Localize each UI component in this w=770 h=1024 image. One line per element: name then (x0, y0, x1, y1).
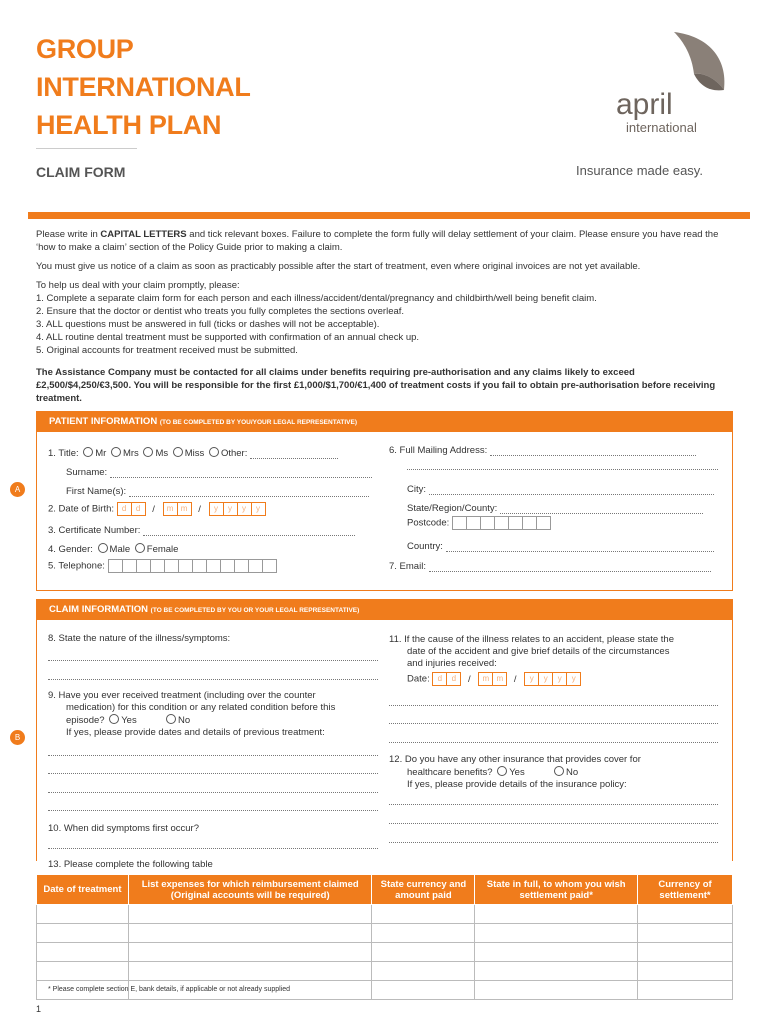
step-2: 2. Ensure that the doctor or dentist who treats you fully completes the sections overleaf. (36, 306, 405, 317)
step-3: 3. ALL questions must be answered in full (ticks or dashes will not be acceptable). (36, 319, 380, 330)
step-4: 4. ALL routine dental treatment must be supported with confirmation of an annual check up. (36, 332, 420, 343)
table-cell[interactable] (475, 981, 638, 1000)
q10-line[interactable] (48, 848, 378, 849)
step-5: 5. Original accounts for treatment received must be submitted. (36, 345, 298, 356)
table-cell[interactable] (37, 962, 129, 981)
intro-paragraph-1: Please write in CAPITAL LETTERS and tick relevant boxes. Failure to complete the form fully will delay settlement of your claim. Please ensure you have read the ‘how to make a claim’ section of the Policy Guide prior to making a claim. (36, 229, 719, 253)
tagline: Insurance made easy. (576, 163, 703, 178)
title-ms-radio[interactable] (143, 447, 153, 457)
col-currency-amount: State currency and amount paid (372, 875, 475, 905)
email-field[interactable]: 7. Email: (389, 561, 711, 572)
dob-year-4-box[interactable]: y (251, 502, 266, 516)
q9-line-2[interactable] (48, 773, 378, 774)
title-field: 1. Title: Mr Mrs Ms Miss Other: (48, 447, 338, 459)
table-cell[interactable] (37, 905, 129, 924)
table-row (37, 905, 733, 924)
q9-yes-radio[interactable] (109, 714, 119, 724)
table-cell[interactable] (638, 981, 733, 1000)
q9-line-1[interactable] (48, 755, 378, 756)
logo-subword: international (626, 120, 697, 135)
intro-steps (36, 292, 726, 357)
header-accent-bar (28, 212, 750, 219)
mailing-address-field[interactable]: 6. Full Mailing Address: (389, 445, 696, 456)
city-field[interactable]: City: (407, 484, 714, 495)
q11-day-2-box[interactable]: d (446, 672, 461, 686)
form-title (36, 30, 251, 144)
q11-month-2-box[interactable]: m (492, 672, 507, 686)
claim-info-heading: CLAIM INFORMATION (TO BE COMPLETED BY YOU OR YOUR LEGAL REPRESENTATIVE) (37, 600, 732, 620)
dob-year-3-box[interactable]: y (237, 502, 252, 516)
title-divider (36, 148, 137, 149)
col-settlement-currency: Currency of settlement* (638, 875, 733, 905)
table-cell[interactable] (372, 924, 475, 943)
table-cell[interactable] (372, 905, 475, 924)
expenses-table-header (37, 875, 733, 905)
table-cell[interactable] (475, 905, 638, 924)
country-field[interactable]: Country: (407, 541, 714, 552)
table-cell[interactable] (475, 962, 638, 981)
dob-day-2-box[interactable]: d (131, 502, 146, 516)
dob-month-2-box[interactable]: m (177, 502, 192, 516)
page-number: 1 (36, 1004, 42, 1014)
table-row (37, 962, 733, 981)
first-names-field[interactable]: First Name(s): (66, 486, 369, 497)
q13-label: 13. Please complete the following table (48, 859, 213, 870)
dob-year-1-box[interactable]: y (209, 502, 224, 516)
intro-paragraph-3: To help us deal with your claim promptly, please: (36, 280, 240, 291)
table-cell[interactable] (372, 943, 475, 962)
q8-line-2[interactable] (48, 679, 378, 680)
certificate-number-field[interactable]: 3. Certificate Number: (48, 525, 355, 536)
q11-month-1-box[interactable]: m (478, 672, 493, 686)
q11-date-field: Date: d d / m m / y y y y (407, 672, 580, 686)
table-cell[interactable] (128, 924, 372, 943)
q11-year-2-box[interactable]: y (538, 672, 553, 686)
title-other-radio[interactable] (209, 447, 219, 457)
table-cell[interactable] (128, 943, 372, 962)
gender-male-radio[interactable] (98, 543, 108, 553)
form-subtitle: CLAIM FORM (36, 164, 126, 180)
q11-line-2[interactable] (389, 723, 718, 724)
q11-year-1-box[interactable]: y (524, 672, 539, 686)
postcode-field: Postcode: (407, 516, 550, 530)
expenses-table (36, 874, 733, 1000)
april-logo (612, 28, 732, 138)
table-cell[interactable] (638, 962, 733, 981)
table-cell[interactable] (372, 981, 475, 1000)
title-mr-radio[interactable] (83, 447, 93, 457)
gender-female-radio[interactable] (135, 543, 145, 553)
table-cell[interactable] (128, 905, 372, 924)
title-line-1: GROUP (36, 34, 134, 64)
q11-year-3-box[interactable]: y (552, 672, 567, 686)
surname-field[interactable]: Surname: (66, 467, 372, 478)
q9-no-radio[interactable] (166, 714, 176, 724)
table-cell[interactable] (372, 962, 475, 981)
q9-question: 9. Have you ever received treatment (including over the counter medication) for this condition or any related condition before this episode? Yes No If yes, please provide dates and details of previous treatment: (48, 690, 336, 738)
title-miss-radio[interactable] (173, 447, 183, 457)
q11-question: 11. If the cause of the illness relates to an accident, please state the date of the accident and give brief details of the circumstances and injuries received: (389, 634, 674, 669)
postcode-boxes[interactable] (452, 518, 550, 529)
dob-field: 2. Date of Birth: d d / m m / y y y y (48, 502, 265, 516)
q9-line-4[interactable] (48, 810, 378, 811)
title-mrs-radio[interactable] (111, 447, 121, 457)
dob-day-1-box[interactable]: d (117, 502, 132, 516)
table-row (37, 924, 733, 943)
q11-year-4-box[interactable]: y (566, 672, 581, 686)
dob-year-2-box[interactable]: y (223, 502, 238, 516)
q8-label: 8. State the nature of the illness/symptoms: (48, 633, 231, 644)
title-other-input[interactable] (250, 449, 338, 459)
q12-question: 12. Do you have any other insurance that provides cover for healthcare benefits? Yes No If yes, please provide details of the insurance policy: (389, 754, 641, 790)
q12-yes-radio[interactable] (497, 766, 507, 776)
telephone-boxes[interactable] (108, 561, 276, 572)
q12-line-3[interactable] (389, 842, 718, 843)
footnote: * Please complete section E, bank details, if applicable or not already supplied (48, 986, 291, 993)
q12-line-2[interactable] (389, 823, 718, 824)
q8-line-1[interactable] (48, 660, 378, 661)
patient-info-heading: PATIENT INFORMATION (TO BE COMPLETED BY YOU/YOUR LEGAL REPRESENTATIVE) (37, 412, 732, 432)
gender-field: 4. Gender: Male Female (48, 544, 179, 555)
table-cell[interactable] (638, 905, 733, 924)
table-cell[interactable] (37, 924, 129, 943)
q12-line-1[interactable] (389, 804, 718, 805)
title-line-2: INTERNATIONAL (36, 72, 251, 102)
preauth-warning: The Assistance Company must be contacted for all claims under benefits requiring pre-authorisation and any claims likely to exceed £2,500/$4,250/€3,500. You will be responsible for the first £1,000/$1,700/€1,400 of treatment costs if you fail to obtain pre-authorisation before receiving treatment. (36, 367, 716, 404)
dob-month-1-box[interactable]: m (163, 502, 178, 516)
q9-line-3[interactable] (48, 792, 378, 793)
col-settlement-payee: State in full, to whom you wish settlement paid* (475, 875, 638, 905)
q11-line-1[interactable] (389, 705, 718, 706)
section-marker-a: A (10, 482, 25, 497)
state-field[interactable]: State/Region/County: (407, 503, 703, 514)
col-expenses: List expenses for which reimbursement claimed (Original accounts will be required) (128, 875, 372, 905)
title-line-3: HEALTH PLAN (36, 110, 222, 140)
table-cell[interactable] (37, 943, 129, 962)
step-1: 1. Complete a separate claim form for each person and each illness/accident/dental/pregnancy and childbirth/well being benefit claim. (36, 293, 597, 304)
table-row (37, 943, 733, 962)
table-cell[interactable] (128, 962, 372, 981)
q12-no-radio[interactable] (554, 766, 564, 776)
logo-wordmark: april (616, 88, 673, 121)
mailing-address-line-2[interactable] (407, 469, 718, 470)
table-cell[interactable] (475, 943, 638, 962)
table-cell[interactable] (475, 924, 638, 943)
col-date-of-treatment: Date of treatment (37, 875, 129, 905)
telephone-field: 5. Telephone: (48, 559, 276, 573)
q10-label: 10. When did symptoms first occur? (48, 823, 199, 834)
table-cell[interactable] (638, 943, 733, 962)
table-cell[interactable] (638, 924, 733, 943)
q11-line-3[interactable] (389, 742, 718, 743)
section-marker-b: B (10, 730, 25, 745)
q11-day-1-box[interactable]: d (432, 672, 447, 686)
intro-paragraph-2: You must give us notice of a claim as soon as practicably possible after the start of treatment, even where original invoices are not yet available. (36, 261, 641, 272)
